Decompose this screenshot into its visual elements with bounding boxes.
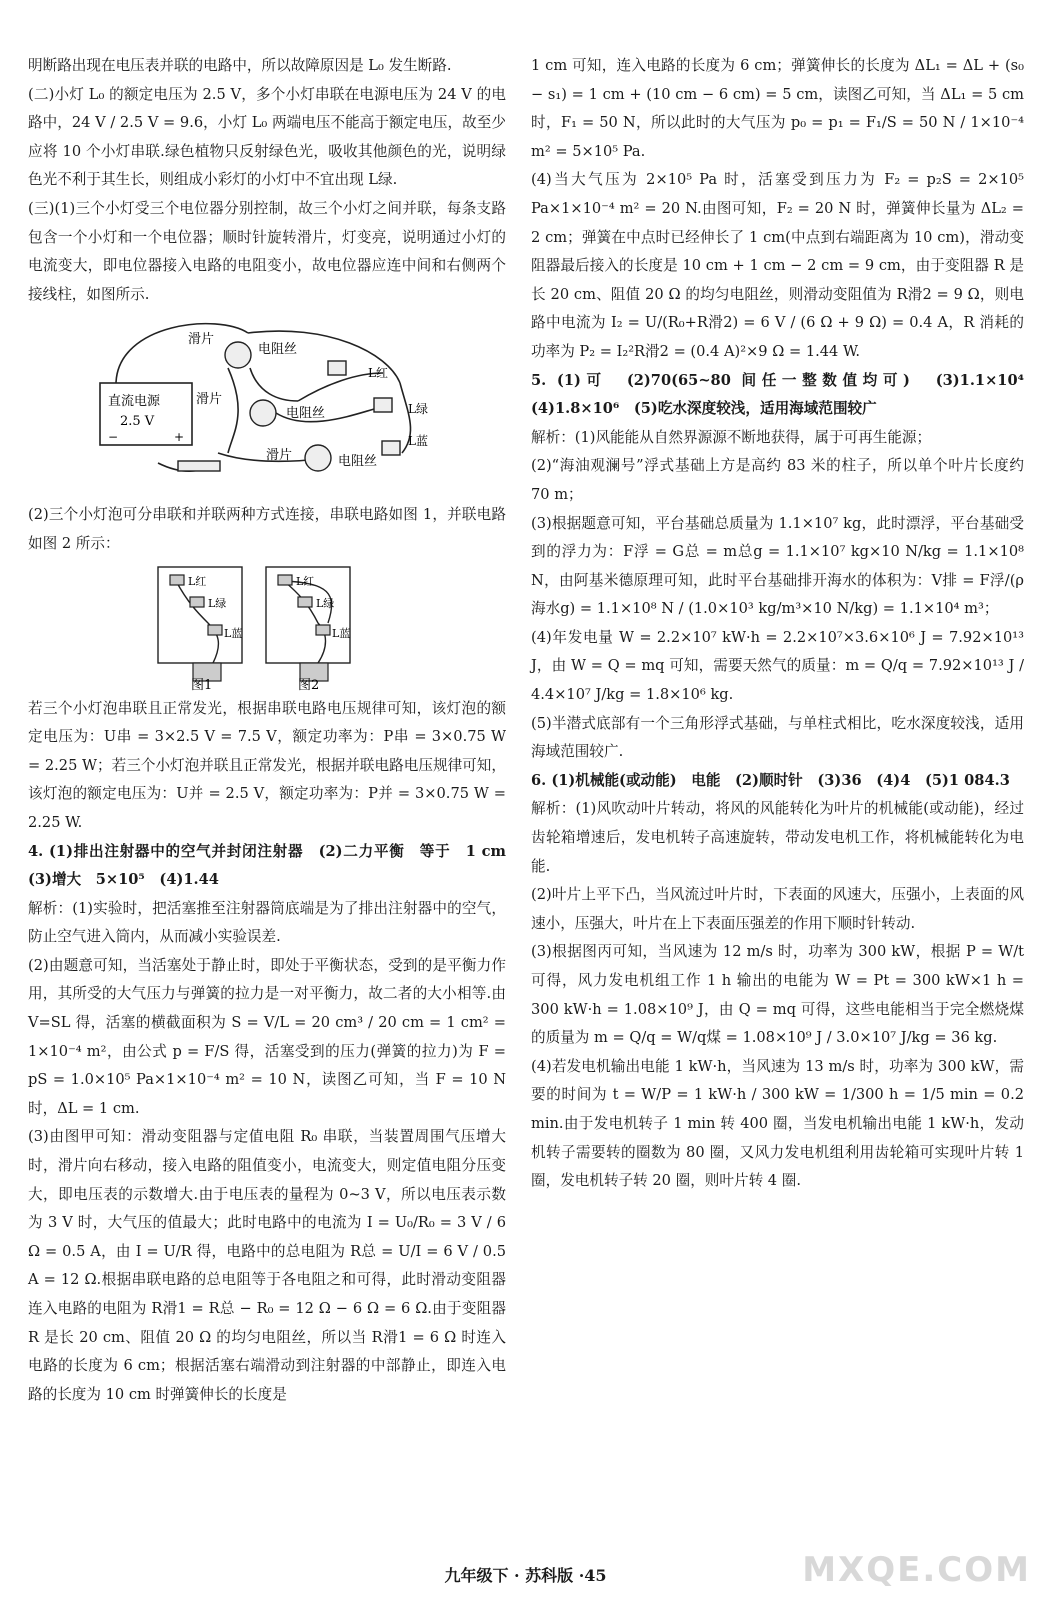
potentiometer-1 (225, 342, 251, 368)
paragraph: (3)根据图丙可知，当风速为 12 m/s 时，功率为 300 kW，根据 P = W/t 可得，风力发电机组工作 1 h 输出的电能为 W = Pt = 300 kW×1 h = 300 kW·h = 1.08×10⁹ J，由 Q = mq 可得，这些电能相当于完全燃烧煤的质量为 m = Q/q = W/q煤 = 1.08×10⁹ J / 3.0×10⁷ J/kg = 36 kg. (531, 943, 1024, 1047)
bulb-green (374, 398, 392, 412)
page-footer: 九年级下 · 苏科版 ·45 (444, 1566, 607, 1585)
question-5-answers: 5. (1)可 (2)70(65~80 间任一整数值均可) (3)1.1×10⁴ (4)1.8×10⁶ (5)吃水深度较浅，适用海域范围较广 (531, 371, 1039, 418)
caption-figure-2: 图2 (298, 677, 320, 691)
power-label: 直流电源 (108, 394, 161, 410)
circuit-figure (28, 313, 506, 497)
voltage-label: 2.5 V (120, 414, 155, 430)
paragraph: 解析：(1)风吹动叶片转动，将风的风能转化为叶片的机械能(或动能)，经过齿轮箱增速后，发电机转子高速旋转，带动发电机工作，将机械能转化为电能. (531, 800, 1024, 875)
paragraph: (2)三个小灯泡可分串联和并联两种方式连接，串联电路如图 1，并联电路如图 2 所示： (28, 506, 506, 552)
wire-label-1: 电阻丝 (258, 342, 298, 358)
series-parallel-figure (28, 563, 506, 691)
wire-label-2: 电阻丝 (286, 406, 326, 422)
potentiometer-2 (250, 400, 276, 426)
question-6-answers: 6. (1)机械能(或动能) 电能 (2)顺时针 (3)36 (4)4 (5)1 084.3 (531, 771, 1010, 789)
slider-label-3: 滑片 (266, 448, 293, 464)
paragraph: 1 cm 可知，连入电路的长度为 6 cm；弹簧伸长的长度为 ΔL₁ = ΔL + (s₀ − s₁) = 1 cm + (10 cm − 6 cm) = 5 cm，读图乙可知，当 ΔL₁ = 5 cm 时，F₁ = 50 N，所以此时的大气压为 p₀ = p₁ = F₁/S = 50 N / 1×10⁻⁴ m² = 5×10⁵ Pa. (531, 57, 1024, 160)
paragraph: (二)小灯 L₀ 的额定电压为 2.5 V，多个小灯串联在电源电压为 24 V 的电路中，24 V / 2.5 V = 9.6，小灯 L₀ 两端电压不能高于额定电压，故至少应将 10 个小灯串联.绿色植物只反射绿色光，吸收其他颜色的光，说明绿色光不利于其生长，则组成小彩灯的小灯中不宜出现 L绿. (28, 85, 506, 189)
label-l-blue: L蓝 (408, 434, 428, 449)
bulb-red (328, 361, 346, 375)
caption-figure-1: 图1 (191, 677, 213, 691)
bulb-blue (382, 441, 400, 455)
paragraph: (4)当大气压为 2×10⁵ Pa 时，活塞受到压力为 F₂ = p₂S = 2×10⁵ Pa×1×10⁻⁴ m² = 20 N.由图可知，F₂ = 20 N 时，弹簧伸长量为 ΔL₂ = 2 cm；弹簧在中点时已经伸长了 1 cm(中点到右端距离为 10 cm)，滑动变阻器最后接入的长度是 10 cm + 1 cm − 2 cm = 9 cm，由于变阻器 R 是长 20 cm、阻值 20 Ω 的均匀电阻丝，则滑动变阻值为 R滑2 = 9 Ω，则电路中电流为 I₂ = U/(R₀+R滑2) = 6 V / (6 Ω + 9 Ω) = 0.4 A，R 消耗的功率为 P₂ = I₂²R滑2 = (0.4 A)²×9 Ω = 1.44 W. (531, 171, 1024, 360)
fig1-l-green: L绿 (208, 596, 227, 610)
question-4-answers: 4. (1)排出注射器中的空气并封闭注射器 (2)二力平衡 等于 1 cm (3)增大 5×10⁵ (4)1.44 (28, 842, 521, 889)
paragraph: 明断路出现在电压表并联的电路中，所以故障原因是 L₀ 发生断路. (28, 57, 452, 74)
bulb-connection-diagrams (28, 563, 506, 691)
fig1-l-blue: L蓝 (224, 626, 243, 640)
fig2-l-red: L红 (296, 574, 315, 588)
slider-label-2: 滑片 (196, 392, 223, 408)
paragraph: 解析：(1)实验时，把活塞推至注射器筒底端是为了排出注射器中的空气，防止空气进入筒内，从而减小实验误差. (28, 899, 506, 946)
fig1-l-red: L红 (188, 574, 207, 588)
paragraph: (5)半潜式底部有一个三角形浮式基础，与单柱式相比，吃水深度较浅，适用海域范围较广. (531, 714, 1024, 761)
paragraph: (3)根据题意可知，平台基础总质量为 1.1×10⁷ kg，此时漂浮，平台基础受到的浮力为：F浮 = G总 = m总g = 1.1×10⁷ kg×10 N/kg = 1.1×10⁸ N，由阿基米德原理可知，此时平台基础排开海水的体积为：V排 = F浮/(ρ海水g) = 1.1×10⁸ N / (1.0×10³ kg/m³×10 N/kg) = 1.1×10⁴ m³； (531, 514, 1024, 618)
label-l-green: L绿 (408, 402, 428, 417)
right-column (531, 52, 1039, 1196)
slider-label-1: 滑片 (188, 332, 215, 348)
paragraph: (2)叶片上平下凸，当风流过叶片时，下表面的风速大，压强小，上表面的风速小，压强大，叶片在上下表面压强差的作用下顺时针转动. (531, 886, 1024, 932)
paragraph: 若三个小灯泡串联且正常发光，根据串联电路电压规律可知，该灯泡的额定电压为：U串 = 3×2.5 V = 7.5 V，额定功率为：P串 = 3×0.75 W = 2.25 W；若三个小灯泡并联且正常发光，根据并联电路电压规律可知，该灯泡的额定电压为：U并 = 2.5 V，额定功率为：P并 = 3×0.75 W = 2.25 W. (28, 699, 506, 831)
paragraph: (3)由图甲可知：滑动变阻器与定值电阻 R₀ 串联，当装置周围气压增大时，滑片向右移动，接入电路的阻值变小，电流变大，则定值电阻分压变大，即电压表的示数增大.由于电压表的量程为 0~3 V，所以电压表示数为 3 V 时，大气压的值最大；此时电路中的电流为 I = U₀/R₀ = 3 V / 6 Ω = 0.5 A，由 I = U/R 得，电路中的总电阻为 R总 = U/I = 6 V / 0.5 A = 12 Ω.根据串联电路的总电阻等于各电阻之和可得，此时滑动变阻器连入电路的电阻为 R滑1 = R总 − R₀ = 12 Ω − 6 Ω = 6 Ω.由于变阻器 R 是长 20 cm、阻值 20 Ω 的均匀电阻丝，所以当 R滑1 = 6 Ω 时连入电路的长度为 6 cm；根据活塞右端滑动到注射器的中部静止，即连入电路的长度为 10 cm 时弹簧伸长的长度是 (28, 1128, 506, 1403)
fig2-l-green: L绿 (316, 596, 335, 610)
wire-label-3: 电阻丝 (338, 454, 378, 470)
paragraph: 解析：(1)风能能从自然界源源不断地获得，属于可再生能源； (531, 428, 932, 446)
potentiometer-3 (305, 445, 331, 471)
label-l-red: L红 (368, 366, 388, 381)
paragraph: (三)(1)三个小灯受三个电位器分别控制，故三个小灯之间并联，每条支路包含一个小灯和一个电位器；顺时针旋转滑片，灯变亮，说明通过小灯的电流变大，即电位器接入电路的电阻变小，故电位器应连中间和右侧两个接线柱，如图所示. (28, 199, 506, 303)
switch (178, 461, 220, 471)
plus-sign: + (174, 430, 185, 445)
watermark: MXQE.COM (802, 1550, 1031, 1590)
paragraph: (2)“海油观澜号”浮式基础上方是高约 83 米的柱子，所以单个叶片长度约 70 m； (531, 457, 1024, 503)
paragraph: (2)由题意可知，当活塞处于静止时，即处于平衡状态，受到的是平衡力作用，其所受的大气压力与弹簧的拉力是一对平衡力，故二者的大小相等.由 V=SL 得，活塞的横截面积为 S = V/L = 20 cm³ / 20 cm = 1 cm² = 1×10⁻⁴ m²，由公式 p = F/S 得，活塞受到的压力(弹簧的拉力)为 F = pS = 1.0×10⁵ Pa×1×10⁻⁴ m² = 10 N，读图乙可知，当 F = 10 N 时，ΔL = 1 cm. (28, 956, 506, 1117)
minus-sign: − (108, 430, 119, 445)
paragraph: (4)年发电量 W = 2.2×10⁷ kW·h = 2.2×10⁷×3.6×10⁶ J = 7.92×10¹³ J，由 W = Q = mq 可知，需要天然气的质量：m = Q/q = 7.92×10¹³ J / 4.4×10⁷ J/kg = 1.8×10⁶ kg. (531, 628, 1024, 704)
paragraph: (4)若发电机输出电能 1 kW·h，当风速为 13 m/s 时，功率为 300 kW，需要的时间为 t = W/P = 1 kW·h / 300 kW = 1/300 h = 1/5 min = 0.2 min.由于发电机转子 1 min 转 400 圈，当发电机输出电能 1 kW·h，发动机转子需要转的圈数为 80 圈，又风力发电机组利用齿轮箱可实现叶片转 1 圈，发电机转子转 20 圈，则叶片转 4 圈. (531, 1057, 1024, 1190)
left-column (28, 52, 521, 1409)
fig2-l-blue: L蓝 (332, 626, 351, 640)
potentiometer-circuit-diagram (28, 313, 506, 497)
